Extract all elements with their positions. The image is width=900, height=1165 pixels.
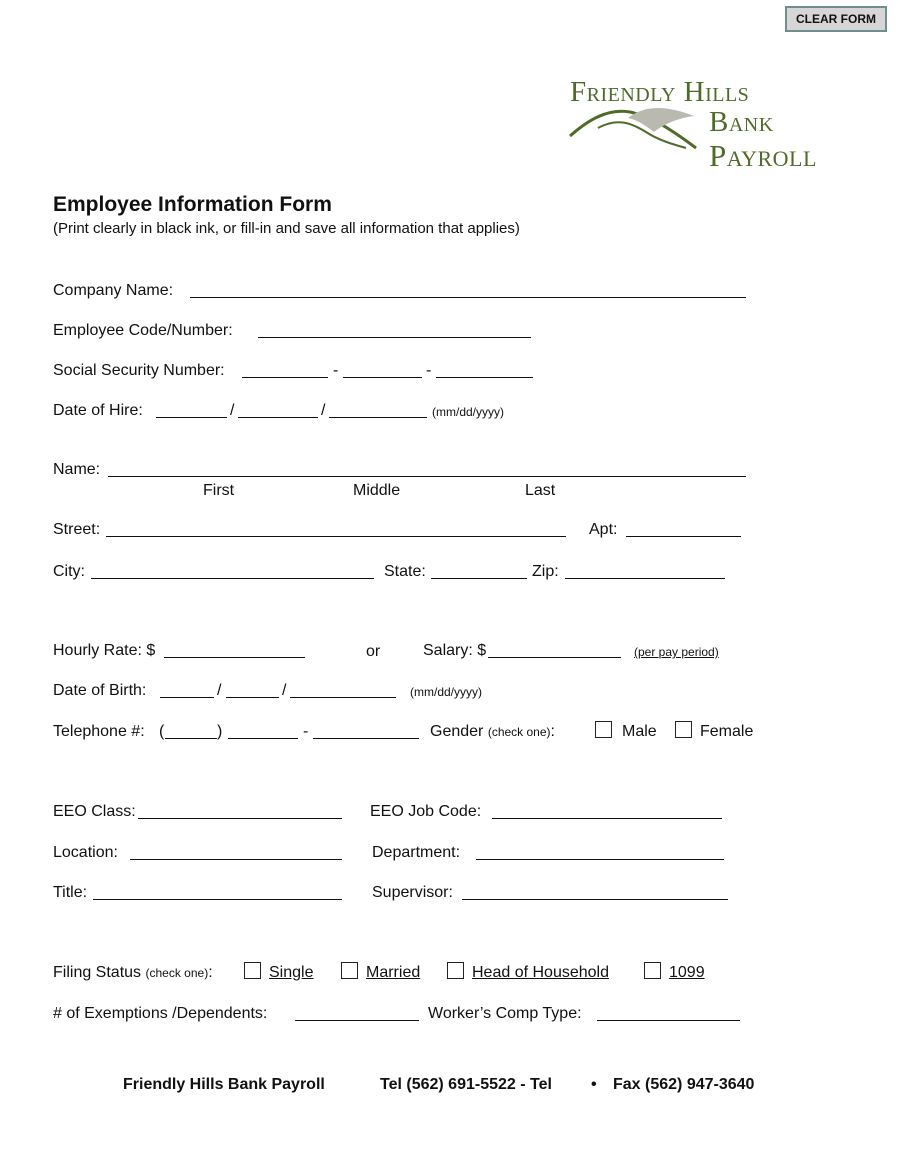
eeo-class-label: EEO Class: [53,803,136,820]
exemptions-label: # of Exemptions /Dependents: [53,1005,268,1022]
ssn-field-3[interactable] [436,377,533,378]
per-pay-period: (per pay period) [634,645,719,659]
logo-line3: Payroll [709,138,817,173]
clear-form-button[interactable]: CLEAR FORM [785,6,887,32]
company-name-field[interactable] [190,297,746,298]
location-field[interactable] [130,859,342,860]
location-label: Location: [53,844,118,861]
female-label: Female [700,723,754,740]
gender-text: Gender [430,723,484,740]
name-first-caption: First [203,482,235,499]
city-field[interactable] [91,578,374,579]
salary-field[interactable] [488,657,621,658]
city-label: City: [53,563,85,580]
single-checkbox[interactable] [244,962,261,979]
telephone-label: Telephone #: [53,723,145,740]
supervisor-field[interactable] [462,899,728,900]
company-name-label: Company Name: [53,282,174,299]
instr-part4: all information that applies) [336,220,520,237]
gender-colon: : [550,723,555,740]
name-field[interactable] [108,476,746,477]
ssn-field-2[interactable] [343,377,422,378]
department-label: Department: [372,844,461,861]
single-label: Single [269,964,314,981]
apt-label: Apt: [589,521,618,538]
head-of-household-label: Head of Household [472,964,609,981]
female-checkbox[interactable] [675,721,692,738]
hire-month-field[interactable] [156,417,227,418]
eeo-job-code-label: EEO Job Code: [370,803,482,820]
married-checkbox[interactable] [341,962,358,979]
ssn-dash-2: - [426,362,432,379]
eeo-job-code-field[interactable] [492,818,722,819]
instr-save: save [304,220,337,237]
title-label: Title: [53,884,88,901]
male-checkbox[interactable] [595,721,612,738]
instr-fill-in: fill-in [240,220,272,237]
dob-slash-2: / [282,682,287,699]
exemptions-field[interactable] [295,1020,419,1021]
form-title: Employee Information Form [53,193,332,216]
employee-code-field[interactable] [258,337,531,338]
hire-date-format: (mm/dd/yyyy) [432,405,504,419]
or-label: or [366,643,381,660]
ssn-label: Social Security Number: [53,362,225,379]
dob-slash-1: / [217,682,222,699]
phone-line-field[interactable] [313,738,419,739]
form-1099-checkbox[interactable] [644,962,661,979]
hire-slash-2: / [321,402,326,419]
street-label: Street: [53,521,101,538]
hire-day-field[interactable] [238,417,318,418]
gender-label [430,722,555,742]
dob-day-field[interactable] [226,697,279,698]
name-middle-caption: Middle [353,482,401,499]
date-of-hire-label: Date of Hire: [53,402,143,419]
name-label: Name: [53,461,101,478]
dob-year-field[interactable] [290,697,396,698]
hire-year-field[interactable] [329,417,427,418]
state-label: State: [384,563,426,580]
instr-black-ink: black ink [156,220,215,237]
head-of-household-checkbox[interactable] [447,962,464,979]
married-label: Married [366,964,421,981]
gender-check-one: (check one) [487,725,551,739]
apt-field[interactable] [626,536,741,537]
phone-dash: - [303,723,309,740]
footer-tel: Tel (562) 691-5522 - Tel [380,1076,552,1093]
phone-paren-open: ( [159,723,165,740]
state-field[interactable] [431,578,527,579]
department-field[interactable] [476,859,724,860]
dob-date-format: (mm/dd/yyyy) [410,685,482,699]
form-1099-label: 1099 [669,964,705,981]
filing-status-text: Filing Status [53,964,142,981]
supervisor-label: Supervisor: [372,884,453,901]
zip-label: Zip: [532,563,559,580]
salary-label: Salary: $ [423,642,487,659]
filing-colon: : [208,964,213,981]
employee-code-label: Employee Code/Number: [53,322,233,339]
dob-month-field[interactable] [160,697,214,698]
form-instructions [53,220,520,237]
date-of-birth-label: Date of Birth: [53,682,147,699]
workers-comp-field[interactable] [597,1020,740,1021]
instr-part1: (Print clearly in [53,220,157,237]
street-field[interactable] [106,536,566,537]
hire-slash-1: / [230,402,235,419]
workers-comp-label: Worker’s Comp Type: [428,1005,582,1022]
hills-logo-icon [568,102,698,154]
name-last-caption: Last [525,482,556,499]
eeo-class-field[interactable] [138,818,342,819]
ssn-field-1[interactable] [242,377,328,378]
filing-check-one: (check one) [145,966,209,980]
logo-line2: Bank [709,106,774,138]
ssn-dash-1: - [333,362,339,379]
filing-status-label [53,963,213,983]
title-field[interactable] [93,899,342,900]
logo-line1: Friendly Hills [570,76,750,108]
phone-prefix-field[interactable] [228,738,298,739]
footer-fax: Fax (562) 947-3640 [613,1076,755,1093]
zip-field[interactable] [565,578,725,579]
male-label: Male [622,723,657,740]
hourly-rate-label: Hourly Rate: $ [53,642,156,659]
instr-part3: and [271,220,305,237]
instr-part2: , or [214,220,241,237]
footer-bullet: • [591,1076,597,1093]
footer-company: Friendly Hills Bank Payroll [123,1076,325,1093]
hourly-rate-field[interactable] [164,657,305,658]
phone-area-code-field[interactable] [165,738,217,739]
phone-paren-close: ) [217,723,223,740]
